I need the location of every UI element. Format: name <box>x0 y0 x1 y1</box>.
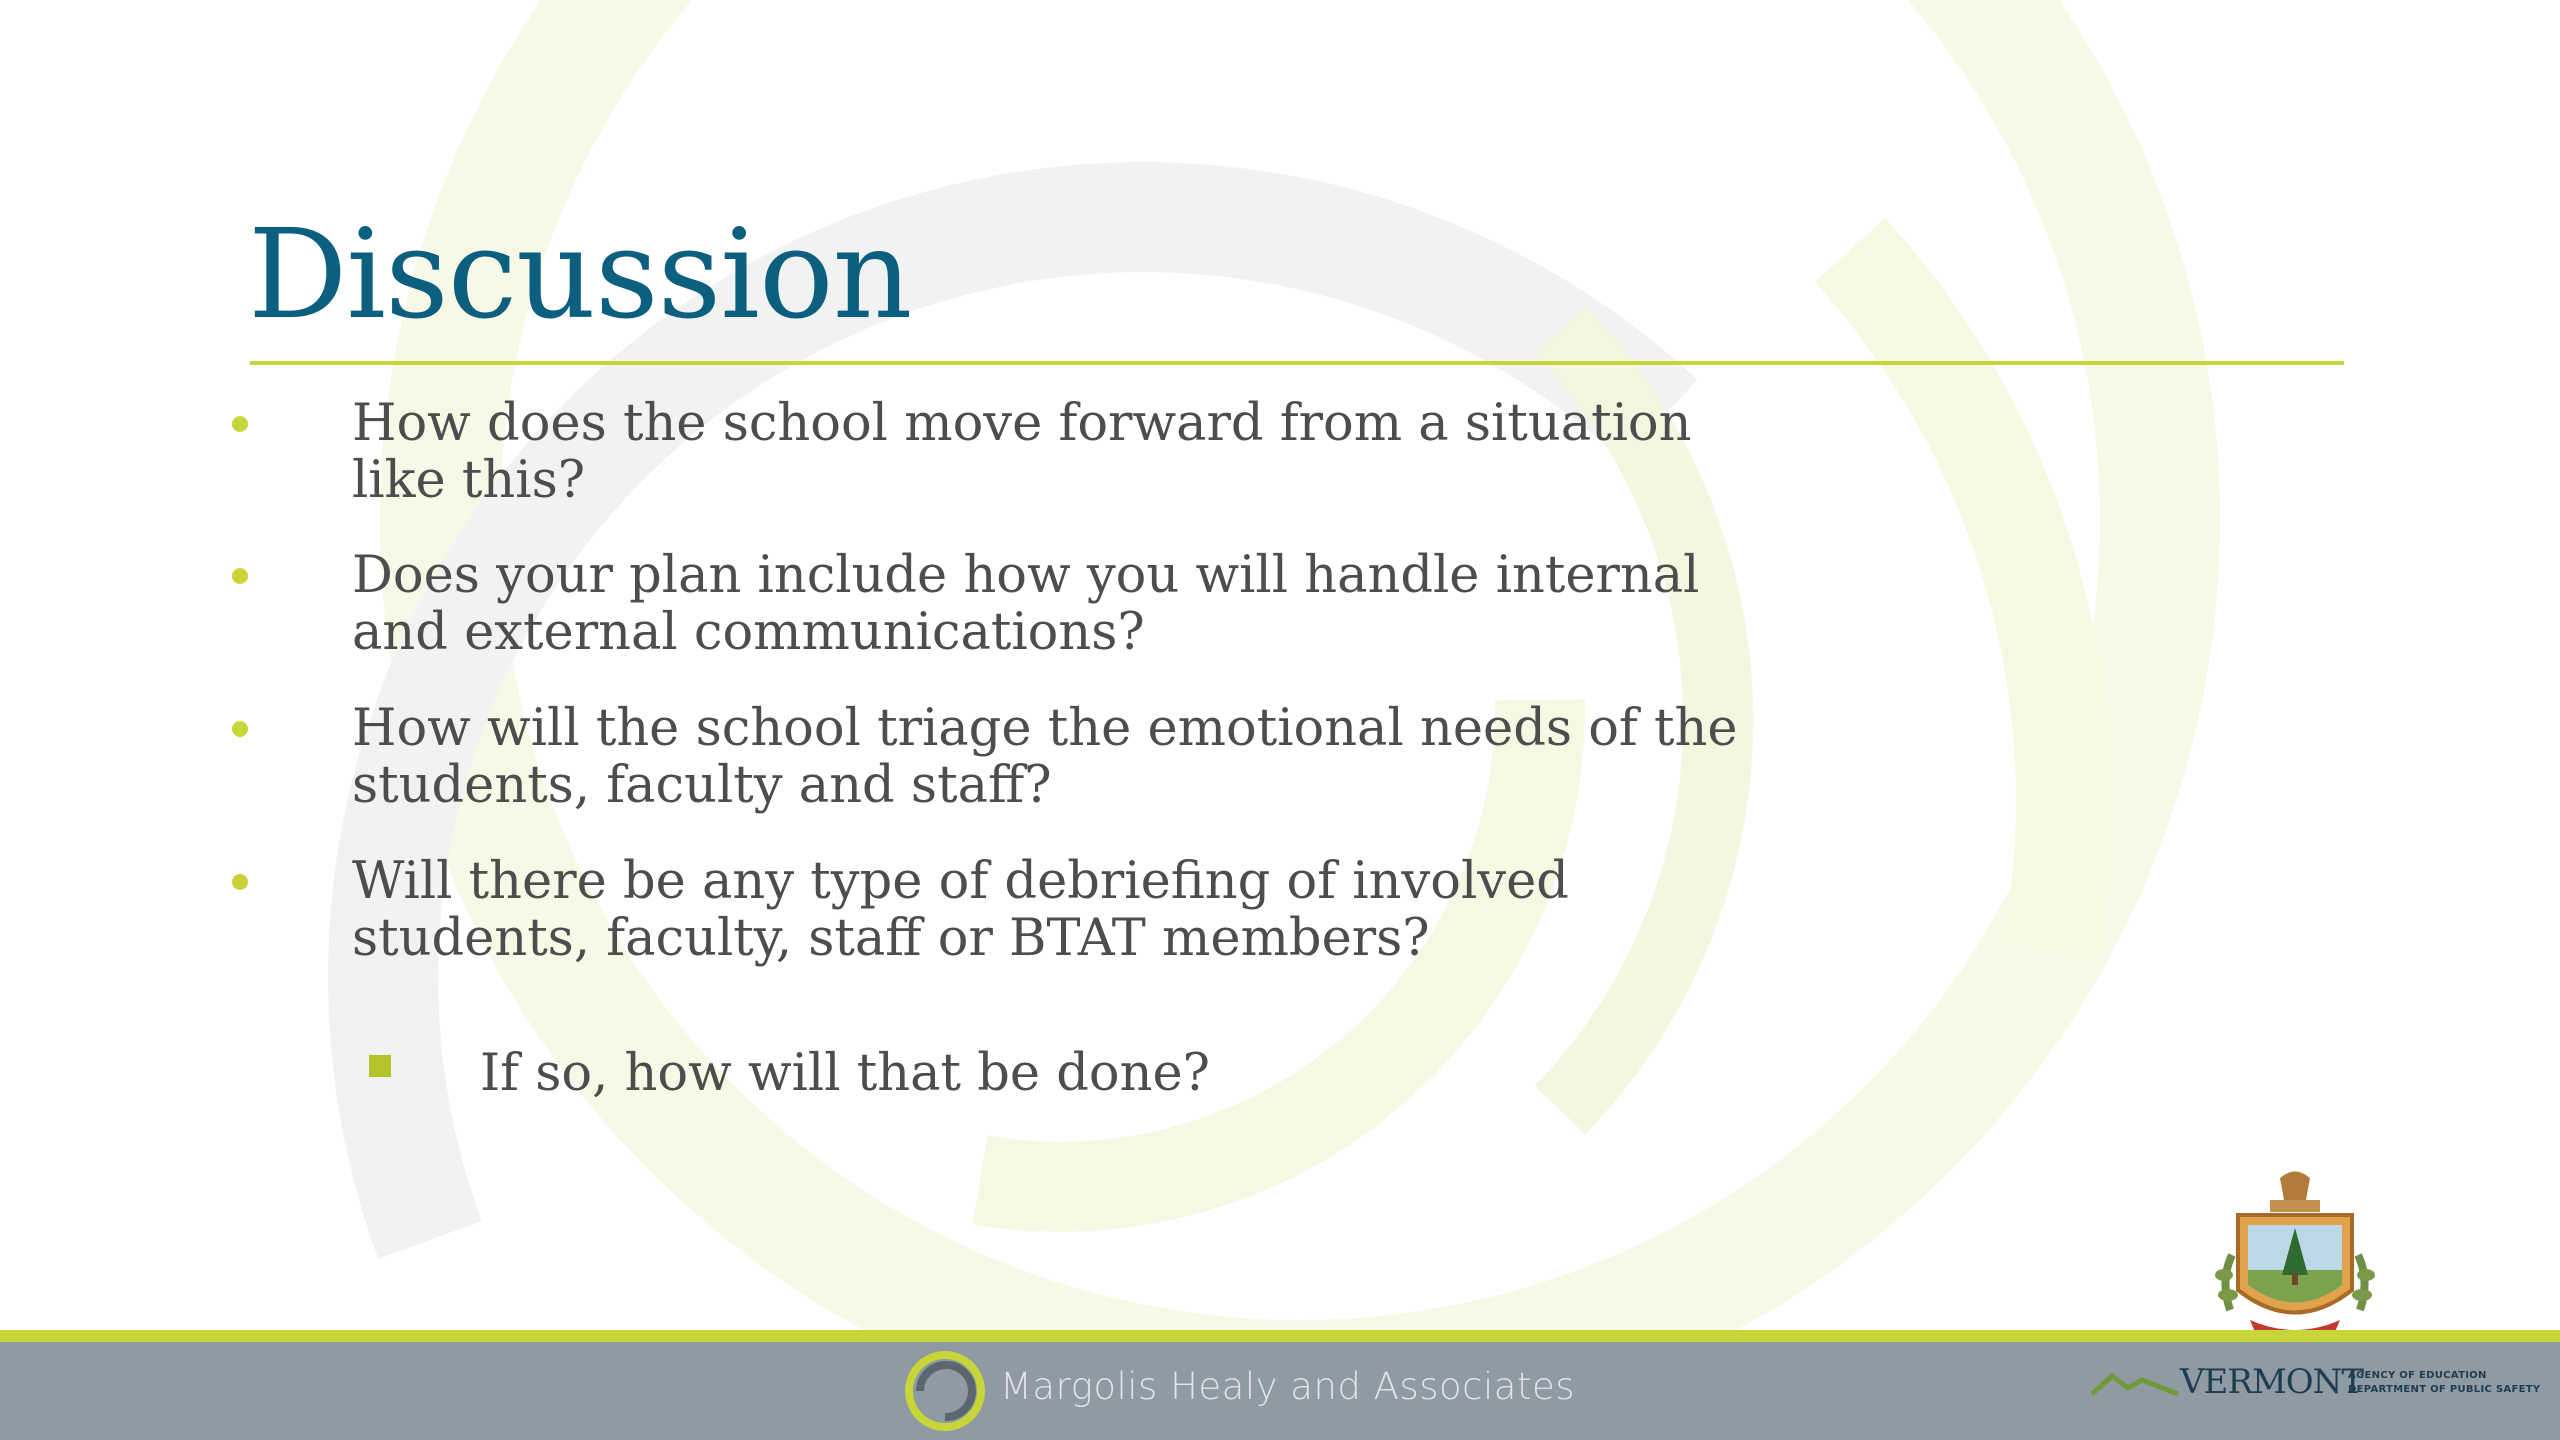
bullet-item: How does the school move forward from a situation like this? <box>352 394 1692 510</box>
footer-accent-line <box>0 1330 2560 1342</box>
vermont-crest-icon <box>2210 1160 2380 1345</box>
vermont-department-line: DEPARTMENT OF PUBLIC SAFETY <box>2348 1384 2541 1395</box>
bullet-dot <box>232 416 248 432</box>
footer-brand-text: Margolis Healy and Associates <box>1000 1365 1576 1408</box>
sub-bullet-square <box>369 1055 391 1077</box>
vermont-agency-line: AGENCY OF EDUCATION <box>2348 1370 2487 1381</box>
bullet-dot <box>232 721 248 737</box>
bullet-item: Does your plan include how you will handle internal and external communications? <box>352 546 1700 662</box>
mha-swirl-logo-icon <box>898 1344 992 1438</box>
bullet-dot <box>232 568 248 584</box>
slide-title: Discussion <box>248 203 912 347</box>
bullet-item: Will there be any type of debriefing of involved students, faculty, staff or BTAT members? <box>352 852 1569 968</box>
bullet-dot <box>232 874 248 890</box>
vermont-agency-label <box>2348 1369 2558 1397</box>
vermont-wordmark: VERMONT <box>2180 1362 2364 1402</box>
sub-bullet-item: If so, how will that be done? <box>480 1044 1210 1103</box>
vermont-mountain-icon <box>2090 1362 2180 1402</box>
bullet-item: How will the school triage the emotional needs of the students, faculty and staff? <box>352 699 1738 815</box>
